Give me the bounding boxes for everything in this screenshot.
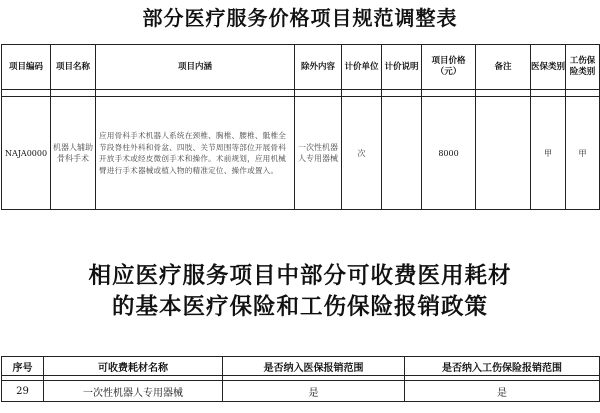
header-unit-note: 计价说明 <box>382 45 422 90</box>
cell-remark <box>476 97 531 210</box>
table2-title-line1: 相应医疗服务项目中部分可收费医用耗材 <box>88 263 512 289</box>
header-item-content: 项目内涵 <box>96 45 295 90</box>
header-excluded: 除外内容 <box>295 45 342 90</box>
cell-medical-category: 甲 <box>531 97 566 210</box>
header-price: 项目价格（元） <box>422 45 476 90</box>
header-medical-category: 医保类别 <box>531 45 566 90</box>
cell-item-code: NAJA0000 <box>2 97 51 210</box>
table-row <box>2 381 600 402</box>
table2-title-line2: 的基本医疗保险和工伤保险报销政策 <box>111 294 488 320</box>
cell-unit-note <box>382 97 422 210</box>
header-unit: 计价单位 <box>342 45 382 90</box>
cell-excluded: 一次性机器人专用器械 <box>295 97 342 210</box>
price-adjustment-table <box>1 44 600 210</box>
cell-medical-coverage: 是 <box>223 381 405 402</box>
cell-seq: 29 <box>2 381 44 402</box>
consumables-policy-table <box>1 356 600 402</box>
header-item-name: 项目名称 <box>51 45 96 90</box>
table1-spacer-row <box>2 90 600 97</box>
header-injury-category: 工伤保险类别 <box>566 45 600 90</box>
cell-item-name: 机器人辅助骨科手术 <box>51 97 96 210</box>
cell-price: 8000 <box>422 97 476 210</box>
header-item-code: 项目编码 <box>2 45 51 90</box>
header-remark: 备注 <box>476 45 531 90</box>
table-row <box>2 97 600 210</box>
header-medical-coverage: 是否纳入医保报销范围 <box>223 357 405 376</box>
cell-item-content: 应用骨科手术机器人系统在颈椎、胸椎、腰椎、骶椎全节段脊柱外科和骨盆、四肢、关节周围等部位开展骨科开放手术或经皮微创手术和操作。术前规划，应用机械臂进行手术器械或植入物的精准定位、操作或置入。 <box>96 97 295 210</box>
table2-title <box>0 261 600 323</box>
table1-title: 部分医疗服务价格项目规范调整表 <box>142 6 458 30</box>
cell-injury-category: 甲 <box>566 97 600 210</box>
cell-injury-coverage: 是 <box>405 381 600 402</box>
header-injury-coverage: 是否纳入工伤保险报销范围 <box>405 357 600 376</box>
table1-header-row <box>2 45 600 90</box>
cell-unit: 次 <box>342 97 382 210</box>
table2-header-row <box>2 357 600 376</box>
header-seq: 序号 <box>2 357 44 376</box>
header-consumable-name: 可收费耗材名称 <box>44 357 223 376</box>
cell-consumable-name: 一次性机器人专用器械 <box>44 381 223 402</box>
